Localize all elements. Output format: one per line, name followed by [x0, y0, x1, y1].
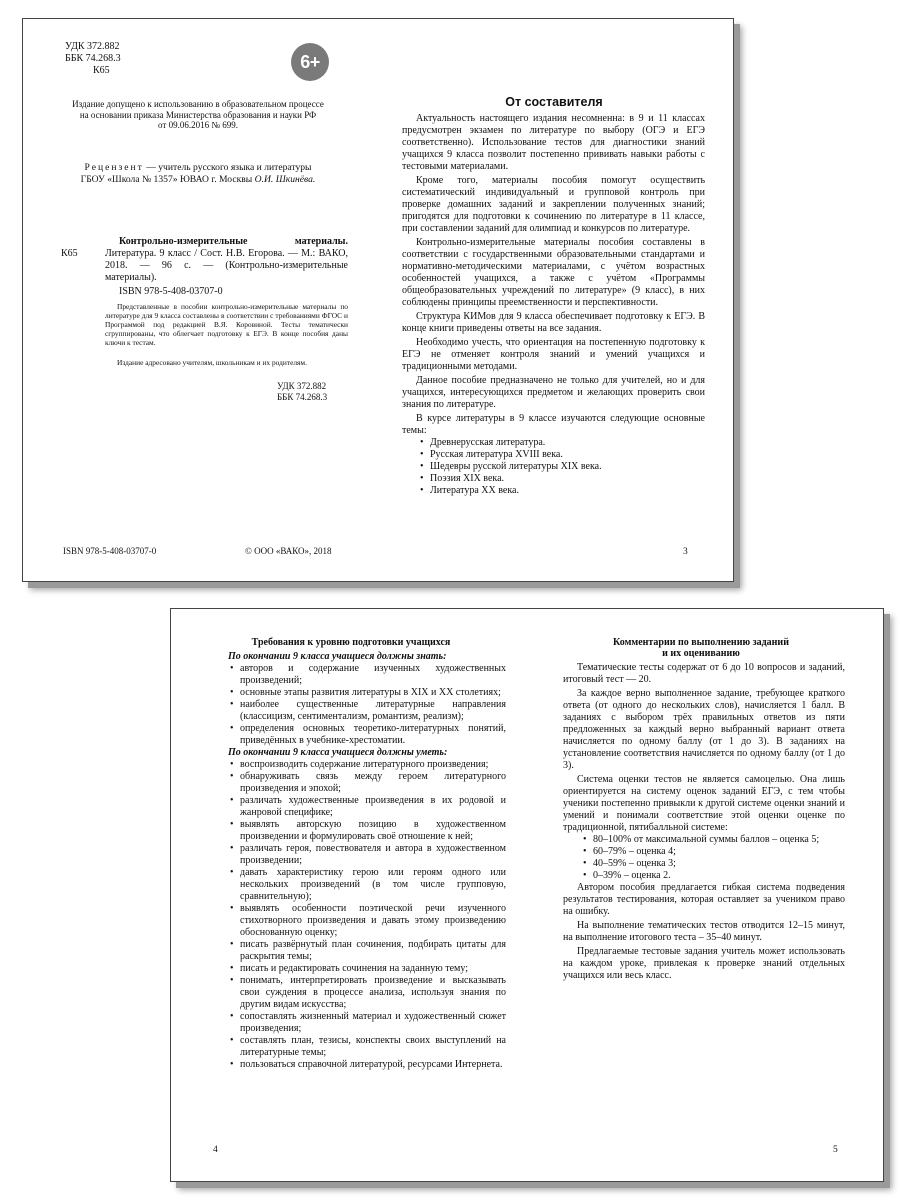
paragraph: На выполнение тематических тестов отводится 12–15 минут, на выполнение итогового теста – 35–40 минут.: [563, 920, 845, 943]
bbk-code: ББК 74.268.3: [65, 53, 121, 64]
list-item: • определения основных теоретико-литературных понятий, приведённых в учебнике-хрестоматии.: [228, 723, 506, 747]
list-item: • понимать, интерпретировать произведение и высказывать свои суждения в процессе анализа, используя знания по другим видам искусства;: [228, 975, 506, 1011]
heading-line: Комментарии по выполнению заданий: [613, 637, 789, 648]
approval-line: на основании приказа Министерства образования и науки РФ: [79, 109, 317, 120]
catalog-title: Контрольно-измерительные материалы.: [119, 236, 348, 247]
know-list: [228, 663, 506, 747]
approval-line: от 09.06.2016 № 699.: [158, 120, 238, 131]
paragraph: За каждое верно выполненное задание, требующее краткого ответа (от одного до нескольких слов), начисляется 1 балл. В заданиях с выбором трёх правильных ответов из пяти предложенных за каждый верно выбранный вариант ответа начисляется по одному баллу (от 1 до 3). В заданиях на установление соответствия начисляется по одному баллу (от 1 до 3).: [563, 688, 845, 771]
classification-block: [65, 41, 185, 77]
requirements-heading: Требования к уровню подготовки учащихся: [251, 637, 451, 648]
heading-line: и их оцениванию: [662, 648, 740, 659]
paragraph: Автором пособия предлагается гибкая система подведения результатов тестирования, которая оставляет за учеником право на ошибку.: [563, 882, 845, 917]
list-item: • сопоставлять жизненный материал и художественный сюжет произведения;: [228, 1011, 506, 1035]
paragraph: В курсе литературы в 9 классе изучаются следующие основные темы:: [402, 413, 705, 436]
reviewer-school: ГБОУ «Школа № 1357» ЮВАО г. Москвы: [80, 174, 255, 185]
reviewer-name: О.И. Шкинёва.: [254, 174, 316, 185]
imprint-page: [23, 19, 378, 581]
foreword-heading: От составителя: [505, 95, 603, 109]
list-item: • 80–100% от максимальной суммы баллов – оценка 5;: [581, 834, 845, 846]
topic-list: [402, 437, 705, 497]
paragraph: Контрольно-измерительные материалы пособия составлены в соответствии с государственными образовательными стандартами и нормативно-методическими материалами, с учётом возрастных особенностей учащихся, а также с учётом «Программы общеобразовательных учреждений по литературе» (9 класс), в них соблюдены принципы преемственности и перспективности.: [402, 237, 705, 308]
page-number: 5: [833, 1145, 838, 1155]
list-item: • основные этапы развития литературы в XIX и XX столетиях;: [228, 687, 506, 699]
list-item: • различать героя, повествователя и автора в художественном произведении;: [228, 843, 506, 867]
paragraph: Структура КИМов для 9 класса обеспечивает подготовку к ЕГЭ. В конце книги приведены ответы на все задания.: [402, 311, 705, 334]
age-rating-badge: 6+: [291, 43, 329, 81]
requirements-page: [171, 609, 527, 1181]
list-item: • Поэзия XIX века.: [418, 473, 705, 485]
list-item: • давать характеристику герою или героям одного или нескольких произведений (в том числе групповую, сравнительную);: [228, 867, 506, 903]
paragraph: Необходимо учесть, что ориентация на постепенную подготовку к ЕГЭ не отменяет контроля знаний и умений учащихся и традиционными методами.: [402, 337, 705, 372]
paragraph: Кроме того, материалы пособия помогут осуществить систематический индивидуальный и групповой контроль при проверке домашних заданий и закреплении полученных знаний; пригодятся для подготовки к сочинению по литературе в 11 классе, при составлении заданий для олимпиад и конкурсов по литературе.: [402, 175, 705, 234]
paragraph: Данное пособие предназначено не только для учителей, но и для учащихся, интересующихся предметом и желающих проверить свои знания по литературе.: [402, 375, 705, 410]
list-item: • обнаруживать связь между героем литературного произведения и эпохой;: [228, 771, 506, 795]
page-spread-bottom: [170, 608, 884, 1182]
list-item: • выявлять особенности поэтической речи изученного стихотворного произведения и давать этому произведению обоснованную оценку;: [228, 903, 506, 939]
requirements-body: [228, 651, 506, 1071]
catalog-details: Литература. 9 класс / Сост. Н.В. Егорова. — М.: ВАКО, 2018. — 96 с. — (Контрольно-измерительные материалы).: [105, 248, 348, 283]
list-item: • Шедевры русской литературы XIX века.: [418, 461, 705, 473]
foreword-page: [378, 19, 733, 581]
paragraph: Предлагаемые тестовые задания учитель может использовать на каждом уроке, привлекая к проверке знаний отдельных учащихся или весь класс.: [563, 946, 845, 981]
reviewer-note: [33, 162, 363, 186]
comments-heading: [551, 637, 851, 659]
list-item: • авторов и содержание изученных художественных произведений;: [228, 663, 506, 687]
reviewer-label: Рецензент: [84, 162, 144, 173]
approval-line: Издание допущено к использованию в образовательном процессе: [72, 99, 324, 109]
list-item: • писать развёрнутый план сочинения, подбирать цитаты для раскрытия темы;: [228, 939, 506, 963]
list-item: • 40–59% – оценка 3;: [581, 858, 845, 870]
list-item: • различать художественные произведения в их родовой и жанровой специфике;: [228, 795, 506, 819]
can-list: [228, 759, 506, 1071]
footer-isbn: ISBN 978-5-408-03707-0: [63, 546, 157, 556]
bbk-code: ББК 74.268.3: [277, 391, 328, 402]
page-spread-top: [22, 18, 734, 582]
list-item: • воспроизводить содержание литературного произведения;: [228, 759, 506, 771]
grade-list: [563, 834, 845, 882]
list-item: • Литература XX века.: [418, 485, 705, 497]
comments-body: [563, 662, 845, 982]
list-item: • наиболее существенные литературные направления (классицизм, сентиментализм, романтизм, реализм);: [228, 699, 506, 723]
know-subheading: По окончании 9 класса учащиеся должны знать:: [228, 651, 447, 662]
list-item: • пользоваться справочной литературой, ресурсами Интернета.: [228, 1059, 506, 1071]
can-subheading: По окончании 9 класса учащиеся должны уметь:: [228, 747, 448, 758]
paragraph: Система оценки тестов не является самоцелью. Она лишь ориентируется на систему оценок заданий ЕГЭ, с тем чтобы ученики постепенно привыкли к другой системе оценки знаний и умений и понимали соответствие этой оценки оценке по традиционной, пятибалльной системе:: [563, 774, 845, 833]
reviewer-text: — учитель русского языка и литературы: [143, 162, 312, 173]
paragraph: Актуальность настоящего издания несомненна: в 9 и 11 классах предусмотрен экзамен по литературе по выбору (ОГЭ и ЕГЭ соответственно). Использование тестов для диагностики знаний учащихся 9 класса позволит постепенно прививать навыки работы с тестовыми материалами.: [402, 113, 705, 172]
audience-note: Издание адресовано учителям, школьникам и их родителям.: [117, 358, 307, 367]
list-item: • 0–39% – оценка 2.: [581, 870, 845, 882]
paragraph: Тематические тесты содержат от 6 до 10 вопросов и заданий, итоговый тест — 20.: [563, 662, 845, 685]
catalog-code: К65: [61, 248, 78, 259]
page-number: 3: [683, 547, 688, 557]
isbn: ISBN 978-5-408-03707-0: [119, 286, 223, 297]
author-code: К65: [93, 65, 110, 76]
list-item: • Русская литература XVIII века.: [418, 449, 705, 461]
footer-copyright: © ООО «ВАКО», 2018: [245, 546, 332, 556]
classification-repeat: [277, 381, 327, 402]
list-item: • 60–79% – оценка 4;: [581, 846, 845, 858]
list-item: • писать и редактировать сочинения на заданную тему;: [228, 963, 506, 975]
list-item: • выявлять авторскую позицию в художественном произведении и формулировать своё отношение к ней;: [228, 819, 506, 843]
catalog-entry: [105, 236, 348, 284]
page-number: 4: [213, 1145, 218, 1155]
approval-note: [33, 99, 363, 131]
foreword-body: [402, 113, 705, 497]
udk-code: УДК 372.882: [277, 381, 327, 391]
comments-page: [527, 609, 883, 1181]
udk-code: УДК 372.882: [65, 41, 120, 52]
list-item: • Древнерусская литература.: [418, 437, 705, 449]
annotation: Представленные в пособии контрольно-измерительные материалы по литературе для 9 класса составлены в соответствии с требованиями ФГОС и Программой под редакцией В.Я. Коровиной. Тесты тематически сгруппированы, что облегчает подготовку к ЕГЭ. В конце пособия даны ключи к тестам.: [105, 302, 348, 347]
list-item: • составлять план, тезисы, конспекты своих выступлений на литературные темы;: [228, 1035, 506, 1059]
